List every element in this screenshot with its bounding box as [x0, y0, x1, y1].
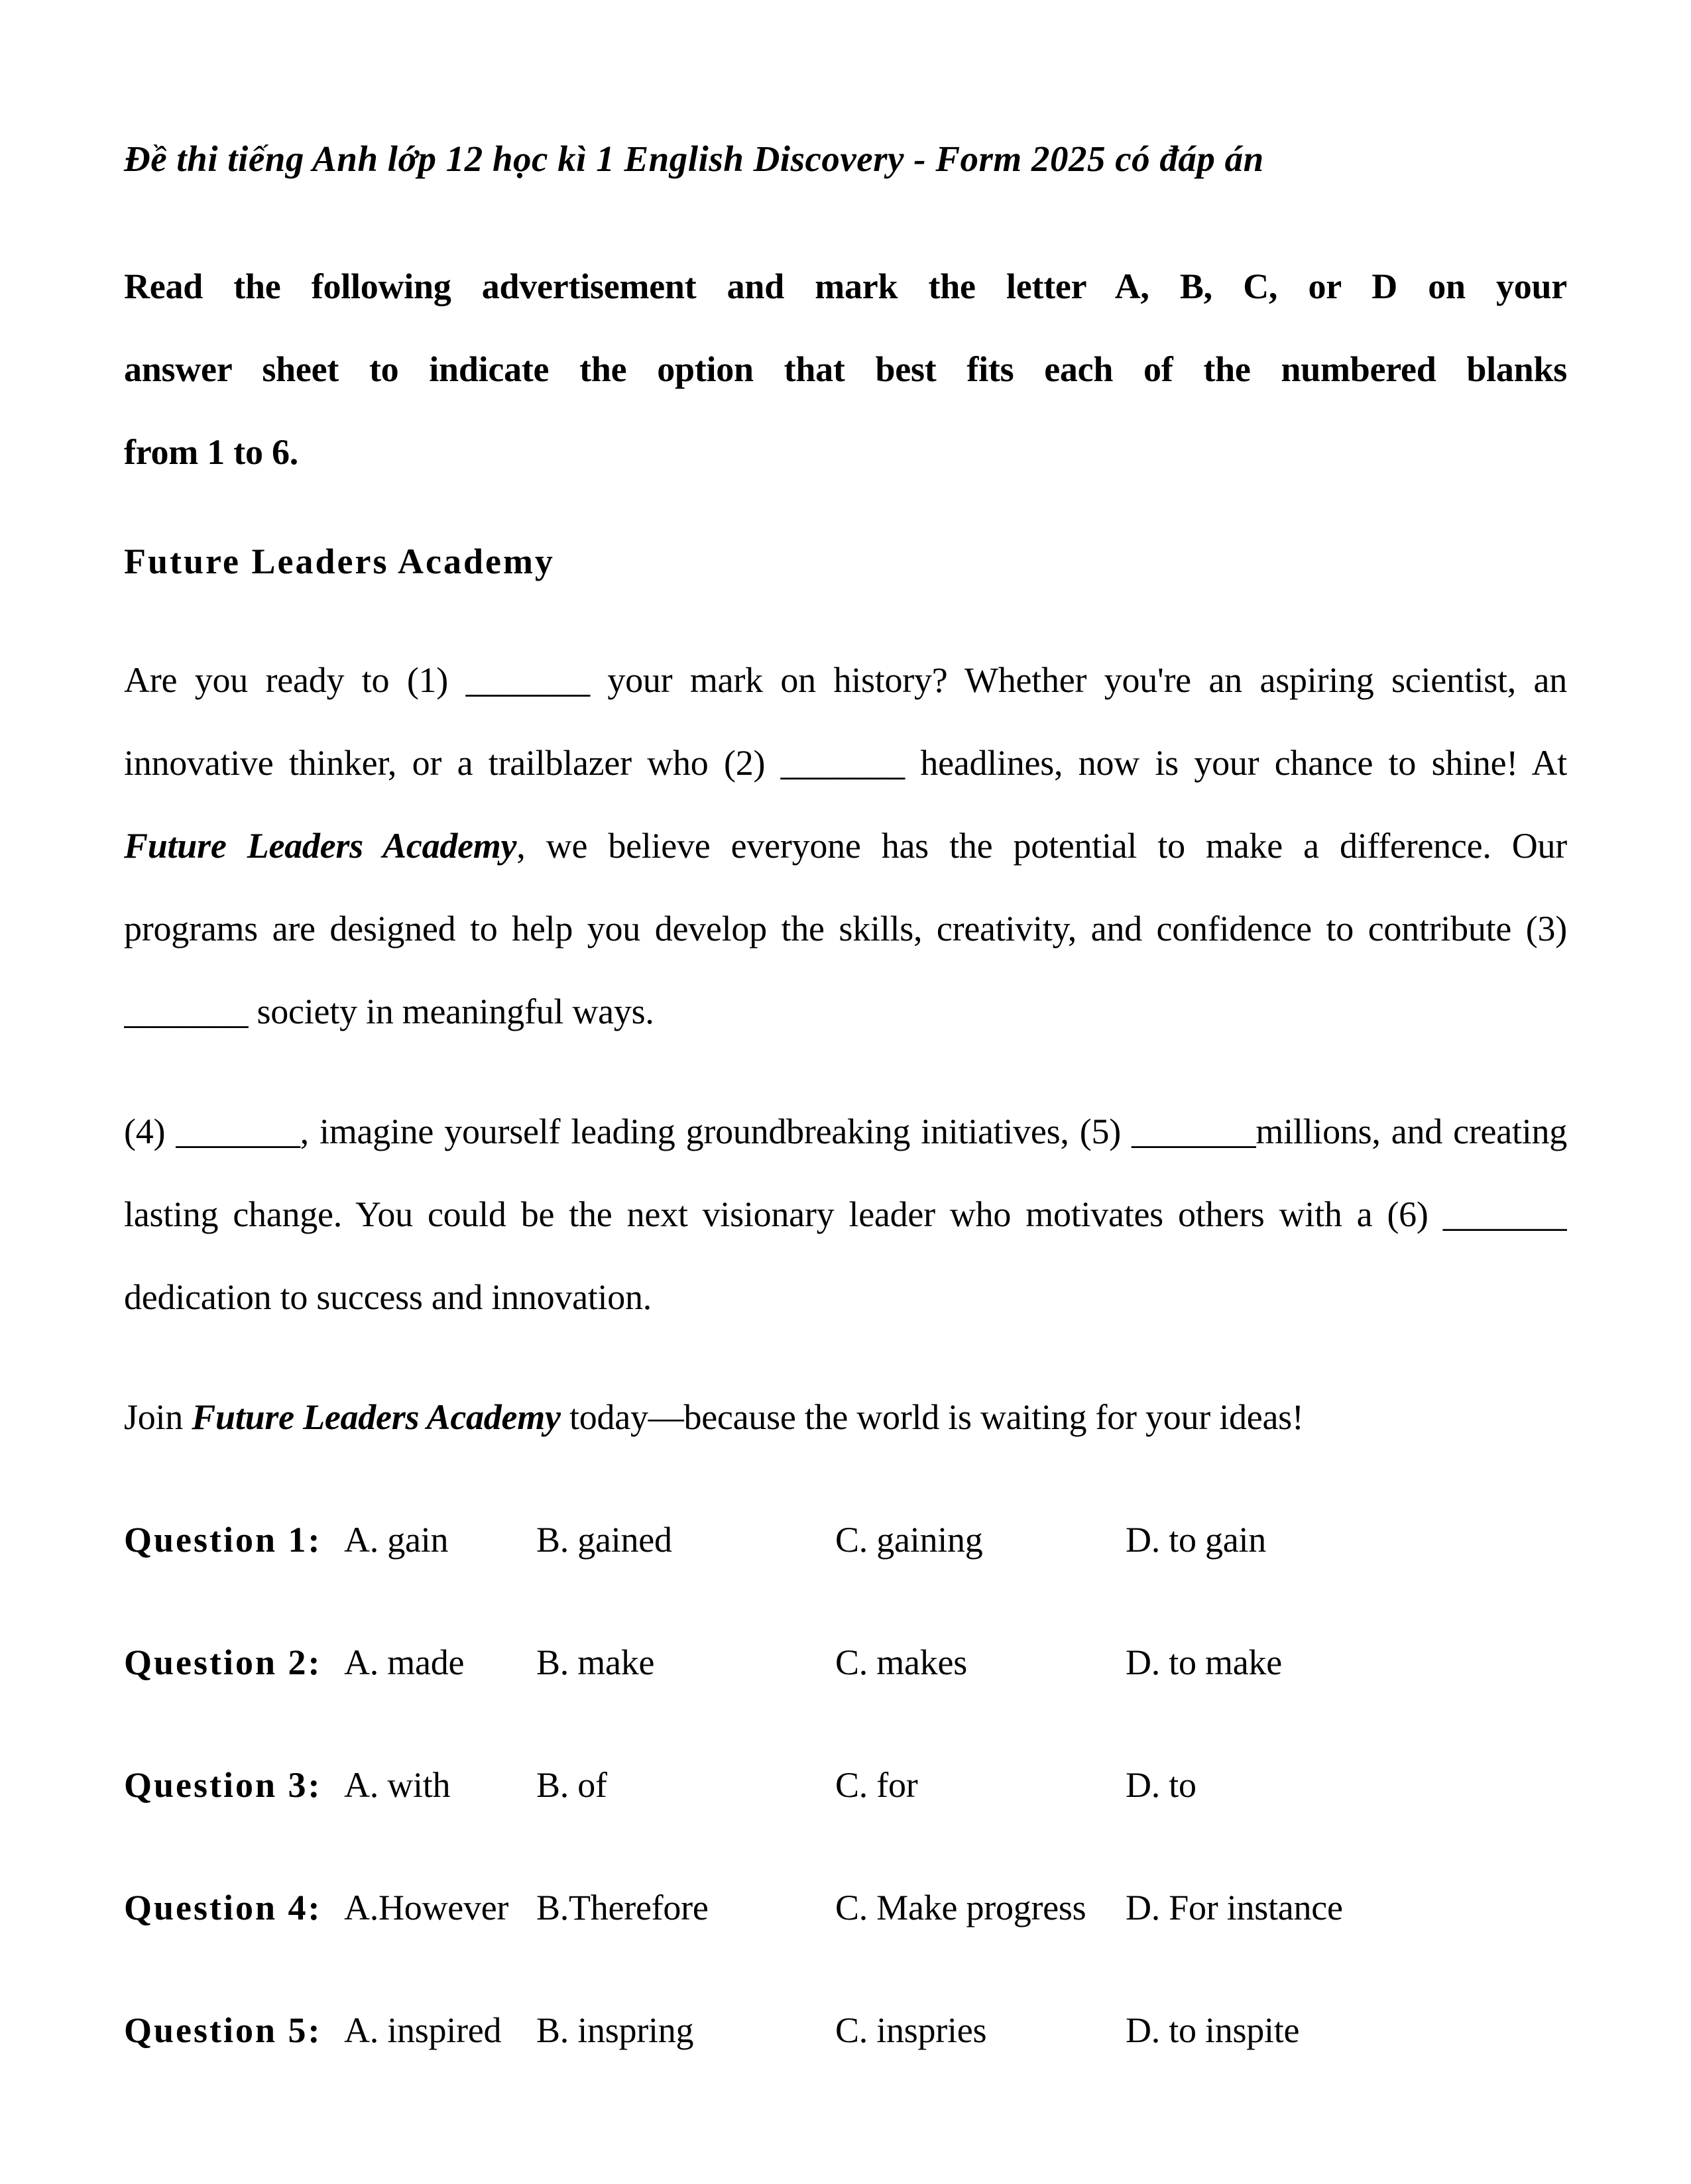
question-row-3: [124, 1744, 1567, 1827]
option-c: C. for: [835, 1765, 918, 1805]
join-paragraph: [124, 1376, 1567, 1459]
question-row-2: [124, 1621, 1567, 1704]
option-c: C. makes: [835, 1642, 967, 1682]
option-a: A. with: [344, 1765, 451, 1805]
instructions-line-2: answer sheet to indicate the option that best fits each of the numbered blanks: [124, 349, 1567, 389]
advert-paragraph-1: [124, 639, 1567, 1053]
advert-p1-line-4: programs are designed to help you develop the skills, creativity, and confidence to contribute (3): [124, 909, 1567, 948]
option-d: D. to inspite: [1126, 2010, 1300, 2050]
instructions-paragraph: [124, 245, 1567, 494]
option-c: C. inspries: [835, 2010, 987, 2050]
option-b: B.Therefore: [536, 1888, 709, 1927]
question-row-1: [124, 1499, 1567, 1581]
option-b: B. of: [536, 1765, 607, 1805]
instructions-line-1: Read the following advertisement and mark the letter A, B, C, or D on your: [124, 266, 1567, 306]
option-d: D. to make: [1126, 1642, 1282, 1682]
document-title: Đề thi tiếng Anh lớp 12 học kì 1 English Discovery - Form 2025 có đáp án: [124, 139, 1264, 179]
option-a: A. made: [344, 1642, 465, 1682]
advert-heading: Future Leaders Academy: [124, 542, 555, 581]
advert-p1-line-5: _______ society in meaningful ways.: [124, 992, 654, 1031]
question-label: Question 3:: [124, 1765, 322, 1805]
advert-p1-line-3-rest: , we believe everyone has the potential to make a difference. Our: [516, 826, 1567, 866]
question-row-5: [124, 1989, 1567, 2072]
option-b: B. gained: [536, 1520, 672, 1560]
join-line: [124, 1376, 1567, 1459]
question-label: Question 1:: [124, 1520, 322, 1560]
advert-p2-line-1: (4) _______, imagine yourself leading groundbreaking initiatives, (5) _______millions, and creating: [124, 1112, 1567, 1151]
advert-p2-line-3: dedication to success and innovation.: [124, 1277, 652, 1317]
instructions-line-3: from 1 to 6.: [124, 432, 298, 472]
option-c: C. gaining: [835, 1520, 983, 1560]
join-prefix: Join: [124, 1397, 192, 1437]
question-label: Question 2:: [124, 1642, 322, 1682]
option-c: C. Make progress: [835, 1888, 1086, 1927]
option-d: D. to gain: [1126, 1520, 1266, 1560]
option-b: B. inspring: [536, 2010, 694, 2050]
option-d: D. to: [1126, 1765, 1196, 1805]
brand-name: Future Leaders Academy: [124, 826, 517, 866]
question-row-4: [124, 1867, 1567, 1949]
advert-p1-line-3: [124, 805, 1567, 888]
questions-list: [124, 1499, 1567, 2072]
advert-p1-line-2: innovative thinker, or a trailblazer who (2) _______ headlines, now is your chance to shine! At: [124, 743, 1567, 783]
question-label: Question 5:: [124, 2010, 322, 2050]
option-a: A. gain: [344, 1520, 449, 1560]
option-a: A. inspired: [344, 2010, 502, 2050]
option-a: A.However: [344, 1888, 509, 1927]
advert-p1-line-1: Are you ready to (1) _______ your mark on history? Whether you're an aspiring scientist, an: [124, 660, 1567, 700]
option-b: B. make: [536, 1642, 655, 1682]
option-d: D. For instance: [1126, 1888, 1343, 1927]
advert-paragraph-2: [124, 1090, 1567, 1339]
question-label: Question 4:: [124, 1888, 322, 1927]
brand-name: Future Leaders Academy: [192, 1397, 561, 1437]
advert-p2-line-2: lasting change. You could be the next visionary leader who motivates others with a (6) _______: [124, 1194, 1567, 1234]
join-suffix: today—because the world is waiting for your ideas!: [560, 1397, 1304, 1437]
